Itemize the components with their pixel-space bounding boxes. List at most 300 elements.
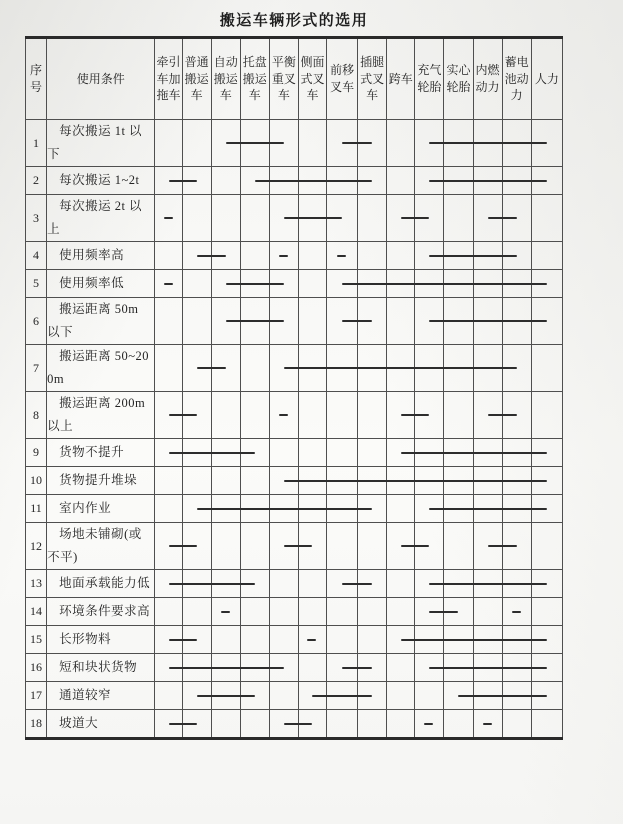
applicability-line (298, 180, 327, 182)
vehicle-cell (182, 495, 211, 523)
applicability-line (269, 508, 299, 510)
vehicle-cell (182, 682, 211, 710)
vehicle-cell (240, 495, 269, 523)
vehicle-cell (531, 270, 562, 298)
table-row (26, 195, 563, 242)
applicability-line (531, 667, 547, 669)
applicability-line (386, 367, 415, 369)
vehicle-cell (240, 270, 269, 298)
vehicle-cell (269, 167, 298, 195)
applicability-line (342, 283, 358, 285)
vehicle-cell (269, 195, 298, 242)
vehicle-cell (269, 120, 298, 167)
applicability-line (169, 180, 183, 182)
header-vehicle-col-11: 内燃动力 (473, 38, 502, 120)
applicability-line (269, 320, 284, 322)
applicability-line (169, 414, 183, 416)
applicability-line (473, 283, 503, 285)
vehicle-cell (211, 682, 240, 710)
vehicle-cell (387, 392, 415, 439)
header-vehicle-col-12: 蓄电池动力 (502, 38, 531, 120)
vehicle-cell (415, 195, 444, 242)
vehicle-cell (327, 345, 358, 392)
row-number-cell: 14 (26, 598, 47, 626)
vehicle-cell (473, 495, 502, 523)
vehicle-cell (531, 682, 562, 710)
vehicle-cell (182, 626, 211, 654)
vehicle-cell (415, 626, 444, 654)
vehicle-cell (240, 345, 269, 392)
condition-cell: 搬运距离 200m 以上 (47, 392, 155, 439)
vehicle-cell (182, 298, 211, 345)
vehicle-cell (444, 598, 473, 626)
row-number-cell: 4 (26, 242, 47, 270)
vehicle-cell (211, 167, 240, 195)
applicability-line (531, 583, 547, 585)
applicability-line (443, 508, 473, 510)
condition-cell: 搬运距离 50~200m (47, 345, 155, 392)
applicability-line (473, 255, 503, 257)
applicability-line (342, 667, 358, 669)
vehicle-cell (327, 495, 358, 523)
row-number-cell: 17 (26, 682, 47, 710)
vehicle-cell (531, 710, 562, 739)
vehicle-cell (473, 298, 502, 345)
vehicle-cell (155, 298, 182, 345)
applicability-line (279, 414, 288, 416)
applicability-line (443, 283, 473, 285)
vehicle-cell (387, 120, 415, 167)
header-vehicle-col-6: 前移叉车 (327, 38, 358, 120)
condition-cell: 长形物料 (47, 626, 155, 654)
applicability-line (502, 639, 532, 641)
table-row (26, 626, 563, 654)
applicability-line (197, 367, 212, 369)
applicability-line (443, 180, 473, 182)
vehicle-cell (358, 467, 387, 495)
vehicle-cell (444, 242, 473, 270)
applicability-line (488, 414, 503, 416)
table-row (26, 120, 563, 167)
vehicle-selection-table (25, 36, 563, 740)
applicability-line (531, 452, 547, 454)
vehicle-cell (211, 654, 240, 682)
vehicle-cell (211, 392, 240, 439)
applicability-line (429, 320, 444, 322)
vehicle-cell (444, 654, 473, 682)
vehicle-cell (155, 392, 182, 439)
vehicle-cell (155, 345, 182, 392)
vehicle-cell (358, 345, 387, 392)
vehicle-cell (387, 570, 415, 598)
vehicle-cell (211, 467, 240, 495)
table-row (26, 598, 563, 626)
vehicle-cell (473, 626, 502, 654)
applicability-line (502, 695, 532, 697)
applicability-line (211, 452, 241, 454)
applicability-line (164, 217, 173, 219)
vehicle-cell (358, 120, 387, 167)
vehicle-cell (502, 523, 531, 570)
condition-cell: 环境条件要求高 (47, 598, 155, 626)
vehicle-cell (155, 242, 182, 270)
table-row (26, 298, 563, 345)
vehicle-cell (358, 710, 387, 739)
vehicle-cell (444, 495, 473, 523)
vehicle-cell (387, 195, 415, 242)
vehicle-cell (444, 120, 473, 167)
applicability-line (414, 545, 429, 547)
vehicle-cell (473, 345, 502, 392)
applicability-line (401, 452, 416, 454)
vehicle-cell (502, 392, 531, 439)
vehicle-cell (531, 654, 562, 682)
table-header (26, 38, 563, 120)
applicability-line (182, 723, 197, 725)
applicability-line (401, 414, 416, 416)
header-row (26, 38, 563, 120)
vehicle-cell (155, 626, 182, 654)
table-title: 搬运车辆形式的选用 (219, 13, 369, 29)
applicability-line (502, 480, 532, 482)
vehicle-cell (298, 682, 326, 710)
applicability-line (401, 217, 416, 219)
condition-cell: 每次搬运 2t 以上 (47, 195, 155, 242)
row-number-cell: 8 (26, 392, 47, 439)
vehicle-cell (415, 167, 444, 195)
applicability-line (284, 545, 299, 547)
vehicle-cell (415, 467, 444, 495)
applicability-line (298, 723, 313, 725)
vehicle-cell (269, 345, 298, 392)
vehicle-cell (327, 710, 358, 739)
vehicle-cell (182, 270, 211, 298)
applicability-line (240, 695, 255, 697)
vehicle-cell (358, 439, 387, 467)
applicability-line (502, 217, 517, 219)
vehicle-cell (298, 439, 326, 467)
vehicle-cell (444, 195, 473, 242)
row-number-cell: 15 (26, 626, 47, 654)
applicability-line (357, 320, 372, 322)
header-vehicle-col-1: 普通搬运车 (182, 38, 211, 120)
vehicle-cell (182, 523, 211, 570)
applicability-line (169, 639, 183, 641)
applicability-line (443, 452, 473, 454)
applicability-line (255, 180, 270, 182)
applicability-line (531, 480, 547, 482)
vehicle-cell (155, 682, 182, 710)
applicability-line (169, 545, 183, 547)
vehicle-cell (327, 195, 358, 242)
vehicle-cell (387, 495, 415, 523)
vehicle-cell (298, 392, 326, 439)
vehicle-cell (298, 120, 326, 167)
vehicle-cell (298, 345, 326, 392)
applicability-line (240, 142, 270, 144)
applicability-line (429, 180, 444, 182)
vehicle-cell (182, 167, 211, 195)
applicability-line (182, 667, 212, 669)
applicability-line (502, 508, 532, 510)
applicability-line (414, 452, 444, 454)
applicability-line (483, 723, 492, 725)
vehicle-cell (240, 195, 269, 242)
vehicle-cell (358, 167, 387, 195)
condition-cell: 通道较窄 (47, 682, 155, 710)
vehicle-cell (358, 392, 387, 439)
vehicle-cell (327, 270, 358, 298)
vehicle-cell (327, 598, 358, 626)
vehicle-cell (240, 570, 269, 598)
applicability-line (240, 452, 255, 454)
applicability-line (429, 508, 444, 510)
vehicle-cell (473, 710, 502, 739)
vehicle-cell (211, 195, 240, 242)
applicability-line (531, 180, 547, 182)
vehicle-cell (531, 120, 562, 167)
row-number-cell: 13 (26, 570, 47, 598)
vehicle-cell (531, 439, 562, 467)
vehicle-cell (240, 298, 269, 345)
vehicle-cell (531, 345, 562, 392)
vehicle-cell (358, 298, 387, 345)
vehicle-cell (269, 598, 298, 626)
vehicle-cell (473, 120, 502, 167)
vehicle-cell (358, 242, 387, 270)
vehicle-cell (327, 626, 358, 654)
applicability-line (357, 367, 387, 369)
vehicle-cell (182, 598, 211, 626)
vehicle-cell (240, 626, 269, 654)
applicability-line (502, 414, 517, 416)
applicability-line (443, 583, 473, 585)
vehicle-cell (473, 392, 502, 439)
applicability-line (429, 583, 444, 585)
table-row (26, 467, 563, 495)
vehicle-cell (327, 654, 358, 682)
table-row (26, 242, 563, 270)
applicability-line (182, 414, 197, 416)
header-vehicle-col-0: 牵引车加拖车 (155, 38, 182, 120)
header-row-number: 序号 (26, 38, 47, 120)
vehicle-cell (298, 270, 326, 298)
vehicle-cell (298, 654, 326, 682)
vehicle-cell (211, 626, 240, 654)
vehicle-cell (358, 523, 387, 570)
condition-cell: 使用频率低 (47, 270, 155, 298)
applicability-line (357, 480, 387, 482)
applicability-line (429, 667, 444, 669)
applicability-line (502, 545, 517, 547)
applicability-line (226, 320, 241, 322)
applicability-line (182, 583, 212, 585)
applicability-line (240, 320, 270, 322)
table-row (26, 439, 563, 467)
condition-cell: 短和块状货物 (47, 654, 155, 682)
vehicle-cell (182, 710, 211, 739)
row-number-cell: 12 (26, 523, 47, 570)
vehicle-cell (444, 392, 473, 439)
applicability-line (443, 320, 473, 322)
applicability-line (473, 667, 503, 669)
applicability-line (357, 142, 372, 144)
applicability-line (502, 367, 517, 369)
vehicle-cell (182, 570, 211, 598)
vehicle-cell (358, 626, 387, 654)
applicability-line (357, 583, 372, 585)
vehicle-cell (415, 345, 444, 392)
vehicle-cell (182, 120, 211, 167)
vehicle-cell (269, 523, 298, 570)
row-number-cell: 10 (26, 467, 47, 495)
vehicle-cell (240, 598, 269, 626)
applicability-line (342, 142, 358, 144)
vehicle-cell (327, 523, 358, 570)
vehicle-cell (444, 570, 473, 598)
applicability-line (197, 695, 212, 697)
header-vehicle-col-2: 自动搬运车 (211, 38, 240, 120)
condition-cell: 每次搬运 1~2t (47, 167, 155, 195)
applicability-line (473, 695, 503, 697)
vehicle-cell (415, 523, 444, 570)
vehicle-cell (211, 495, 240, 523)
row-number-cell: 3 (26, 195, 47, 242)
vehicle-cell (444, 467, 473, 495)
vehicle-cell (327, 439, 358, 467)
vehicle-cell (240, 439, 269, 467)
applicability-line (240, 667, 270, 669)
condition-cell: 搬运距离 50m 以下 (47, 298, 155, 345)
vehicle-cell (387, 345, 415, 392)
vehicle-cell (327, 467, 358, 495)
vehicle-cell (502, 120, 531, 167)
applicability-line (211, 508, 241, 510)
applicability-line (531, 639, 547, 641)
header-vehicle-col-8: 跨车 (387, 38, 415, 120)
applicability-line (298, 480, 327, 482)
vehicle-cell (240, 167, 269, 195)
row-number-cell: 5 (26, 270, 47, 298)
vehicle-cell (444, 626, 473, 654)
applicability-line (502, 452, 532, 454)
applicability-line (502, 583, 532, 585)
applicability-line (473, 639, 503, 641)
vehicle-cell (155, 195, 182, 242)
applicability-line (502, 142, 532, 144)
vehicle-cell (387, 654, 415, 682)
vehicle-cell (155, 710, 182, 739)
applicability-line (169, 452, 183, 454)
applicability-line (429, 611, 444, 613)
vehicle-cell (531, 495, 562, 523)
vehicle-cell (387, 270, 415, 298)
vehicle-cell (387, 523, 415, 570)
applicability-line (240, 508, 270, 510)
vehicle-cell (298, 495, 326, 523)
vehicle-cell (155, 654, 182, 682)
applicability-line (357, 180, 372, 182)
row-number-cell: 6 (26, 298, 47, 345)
applicability-line (414, 283, 444, 285)
header-vehicle-col-7: 插腿式叉车 (358, 38, 387, 120)
applicability-line (211, 695, 241, 697)
vehicle-cell (473, 167, 502, 195)
applicability-line (326, 695, 358, 697)
vehicle-cell (502, 298, 531, 345)
applicability-line (531, 695, 547, 697)
applicability-line (512, 611, 521, 613)
vehicle-cell (415, 570, 444, 598)
vehicle-cell (240, 654, 269, 682)
applicability-line (473, 508, 503, 510)
table-row (26, 392, 563, 439)
vehicle-cell (269, 682, 298, 710)
applicability-line (326, 480, 358, 482)
applicability-line (502, 320, 532, 322)
vehicle-cell (415, 270, 444, 298)
vehicle-cell (444, 298, 473, 345)
vehicle-cell (502, 682, 531, 710)
vehicle-cell (155, 270, 182, 298)
row-number-cell: 2 (26, 167, 47, 195)
vehicle-cell (298, 467, 326, 495)
header-vehicle-col-9: 充气轮胎 (415, 38, 444, 120)
applicability-line (269, 283, 284, 285)
vehicle-cell (358, 270, 387, 298)
applicability-line (488, 545, 503, 547)
vehicle-cell (327, 167, 358, 195)
vehicle-cell (531, 598, 562, 626)
vehicle-cell (269, 439, 298, 467)
row-number-cell: 11 (26, 495, 47, 523)
vehicle-cell (155, 167, 182, 195)
applicability-line (298, 508, 327, 510)
table-row (26, 270, 563, 298)
applicability-line (473, 180, 503, 182)
vehicle-cell (155, 570, 182, 598)
vehicle-cell (358, 195, 387, 242)
vehicle-cell (155, 598, 182, 626)
vehicle-cell (269, 654, 298, 682)
vehicle-cell (531, 242, 562, 270)
applicability-line (531, 283, 547, 285)
applicability-line (211, 255, 226, 257)
vehicle-cell (415, 710, 444, 739)
applicability-line (414, 639, 444, 641)
applicability-line (182, 639, 197, 641)
applicability-line (326, 508, 358, 510)
vehicle-cell (502, 570, 531, 598)
vehicle-cell (473, 195, 502, 242)
applicability-line (502, 180, 532, 182)
vehicle-cell (211, 270, 240, 298)
vehicle-cell (444, 270, 473, 298)
vehicle-cell (531, 167, 562, 195)
applicability-line (269, 142, 284, 144)
vehicle-cell (358, 495, 387, 523)
applicability-line (284, 217, 299, 219)
vehicle-cell (358, 598, 387, 626)
vehicle-cell (531, 626, 562, 654)
applicability-line (443, 639, 473, 641)
condition-cell: 每次搬运 1t 以下 (47, 120, 155, 167)
table-row (26, 167, 563, 195)
applicability-line (357, 695, 372, 697)
table-body (26, 120, 563, 739)
applicability-line (298, 545, 313, 547)
applicability-line (342, 583, 358, 585)
